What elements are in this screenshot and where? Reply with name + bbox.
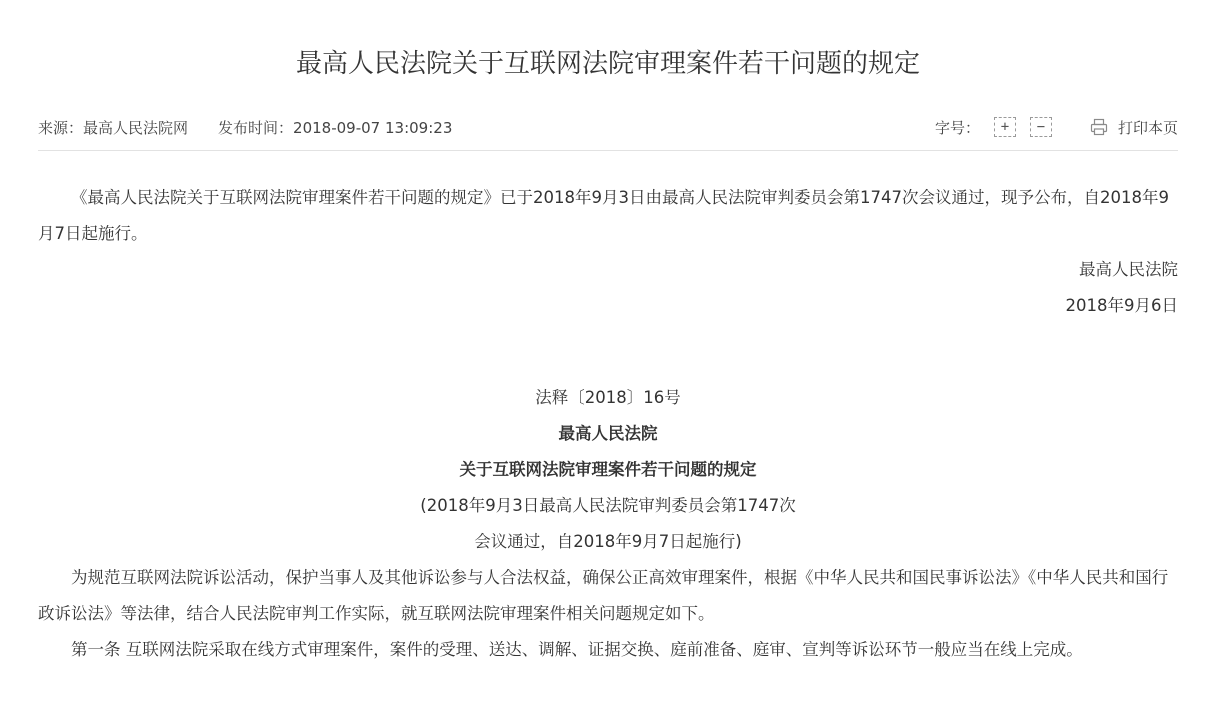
article-meta-info [38,117,935,138]
source-label: 来源： [38,118,84,137]
font-size-label: 字号： [934,118,980,137]
publish-time [218,117,452,138]
document-title: 关于互联网法院审理案件若干问题的规定 [459,460,757,479]
page-title: 最高人民法院关于互联网法院审理案件若干问题的规定 [295,49,920,79]
document-note-line-1: (2018年9月3日最高人民法院审判委员会第1747次 [420,496,796,515]
section-spacer [38,324,1178,380]
document-number: 法释〔2018〕16号 [535,388,681,407]
document-organization: 最高人民法院 [558,424,658,443]
issue-date: 2018年9月6日 [1065,296,1178,315]
document-note-line-2: 会议通过，自2018年9月7日起施行) [474,532,742,551]
issuer: 最高人民法院 [1079,260,1178,279]
source-value: 最高人民法院网 [83,118,189,137]
publish-time-label: 发布时间： [218,118,294,137]
article-body [38,180,1178,668]
article-1-paragraph: 第一条 互联网法院采取在线方式审理案件，案件的受理、送达、调解、证据交换、庭前准备、庭审、宣判等诉讼环节一般应当在线上完成。 [71,640,1083,659]
font-decrease-button[interactable]: − [1030,117,1052,137]
article-tools [935,117,1178,138]
printer-icon [1090,118,1108,136]
publish-time-value: 2018-09-07 13:09:23 [293,118,453,137]
preamble-paragraph: 为规范互联网法院诉讼活动，保护当事人及其他诉讼参与人合法权益，确保公正高效审理案件，根据《中华人民共和国民事诉讼法》《中华人民共和国行政诉讼法》等法律，结合人民法院审判工作实际，就互联网法院审理案件相关问题规定如下。 [38,568,1169,623]
font-increase-button[interactable]: + [994,117,1016,137]
print-label: 打印本页 [1117,118,1178,137]
article-meta-bar [38,110,1178,151]
print-button[interactable] [1090,117,1178,138]
announcement-paragraph: 《最高人民法院关于互联网法院审理案件若干问题的规定》已于2018年9月3日由最高人民法院审判委员会第1747次会议通过，现予公布，自2018年9月7日起施行。 [38,188,1169,243]
